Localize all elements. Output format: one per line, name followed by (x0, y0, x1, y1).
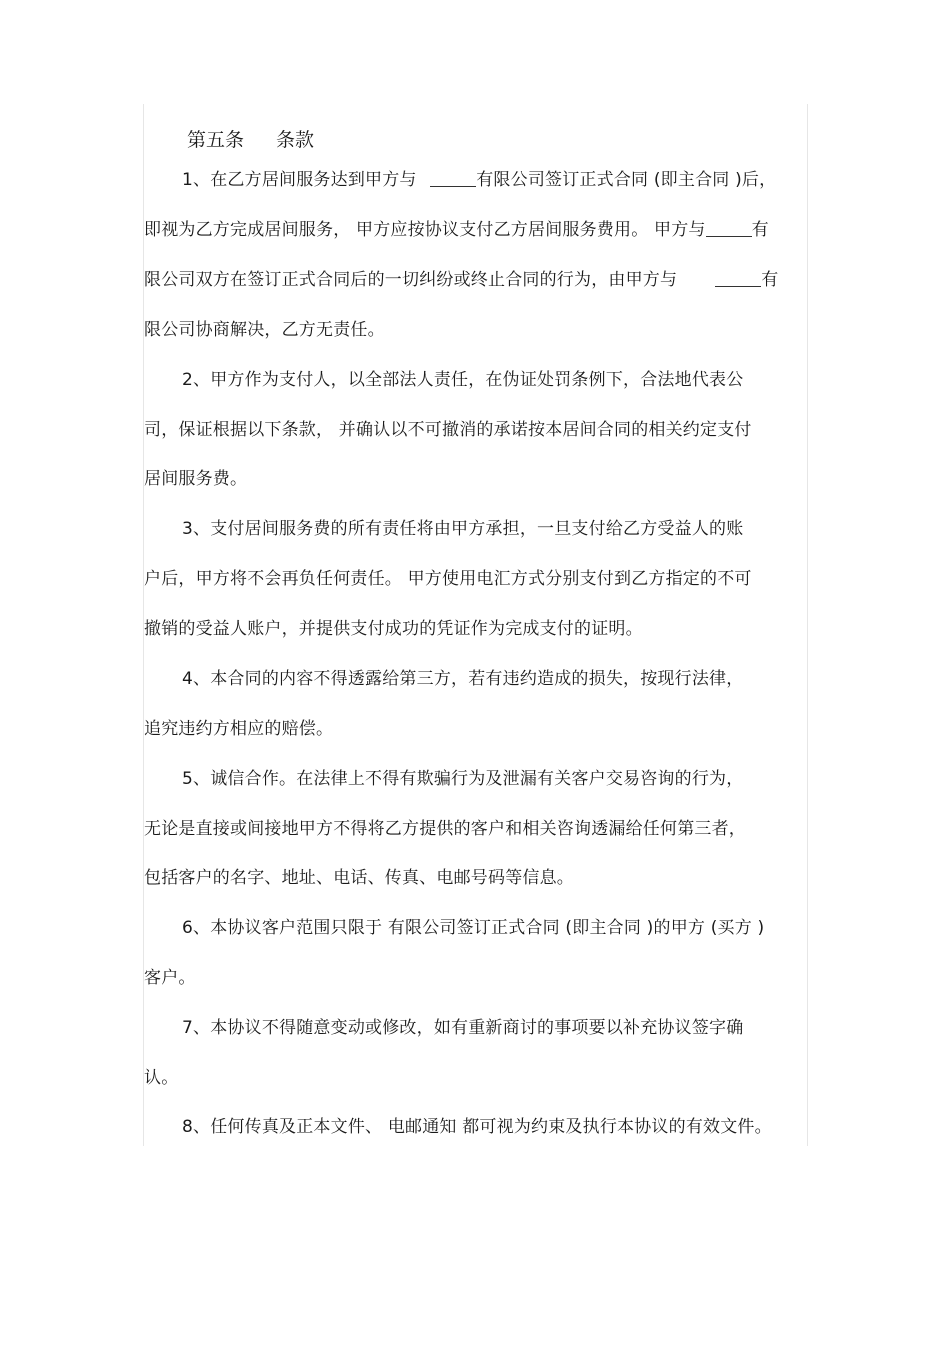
blank-field (706, 218, 752, 237)
section-heading (187, 126, 314, 154)
clause-3-line-3: 撤销的受益人账户，并提供支付成功的凭证作为完成支付的证明。 (144, 619, 643, 639)
clause-1-line-2 (144, 217, 806, 243)
clause-4-line-2: 追究违约方相应的赔偿。 (144, 719, 334, 739)
clause-1-line-1 (182, 167, 806, 193)
clause-text: 有限公司签订正式合同 (即主合同 )后， (476, 170, 777, 190)
section-number: 第五条 (187, 129, 245, 151)
clause-7-line-1: 7、本协议不得随意变动或修改，如有重新商讨的事项要以补充协议签字确 (182, 1018, 744, 1038)
clause-2-line-3: 居间服务费。 (144, 469, 248, 489)
clause-5-line-1: 5、诚信合作。在法律上不得有欺骗行为及泄漏有关客户交易咨询的行为， (182, 769, 744, 789)
blank-field (715, 268, 761, 287)
clause-text: 有 (761, 270, 779, 290)
clause-8-line-1: 8、任何传真及正本文件、 电邮通知 都可视为约束及执行本协议的有效文件。 (182, 1117, 772, 1137)
section-title: 条款 (276, 129, 315, 151)
clause-4-line-1: 4、本合同的内容不得透露给第三方，若有违约造成的损失，按现行法律， (182, 669, 744, 689)
clause-3-line-1: 3、支付居间服务费的所有责任将由甲方承担，一旦支付给乙方受益人的账 (182, 519, 744, 539)
clause-7-line-2: 认。 (144, 1068, 179, 1088)
clause-2-line-1: 2、甲方作为支付人，以全部法人责任，在伪证处罚条例下，合法地代表公 (182, 370, 744, 390)
clause-text: 有 (751, 220, 769, 240)
clause-6-line-1: 6、本协议客户范围只限于 有限公司签订正式合同 (即主合同 )的甲方 (买方 ) (182, 918, 765, 938)
clause-text: 限公司双方在签订正式合同后的一切纠纷或终止合同的行为，由甲方与 (144, 270, 678, 290)
clause-3-line-2: 户后，甲方将不会再负任何责任。 甲方使用电汇方式分别支付到乙方指定的不可 (144, 569, 752, 589)
clause-1-line-3 (144, 267, 806, 293)
clause-5-line-3: 包括客户的名字、地址、电话、传真、电邮号码等信息。 (144, 868, 574, 888)
clause-5-line-2: 无论是直接或间接地甲方不得将乙方提供的客户和相关咨询透漏给任何第三者， (144, 819, 746, 839)
clause-2-line-2: 司，保证根据以下条款， 并确认以不可撤消的承诺按本居间合同的相关约定支付 (144, 420, 752, 440)
clause-text: 1、在乙方居间服务达到甲方与 (182, 170, 417, 190)
blank-field (430, 168, 476, 187)
clause-6-line-2: 客户。 (144, 968, 196, 988)
clause-text: 即视为乙方完成居间服务， 甲方应按协议支付乙方居间服务费用。 甲方与 (144, 220, 706, 240)
clause-1-line-4: 限公司协商解决，乙方无责任。 (144, 320, 385, 340)
